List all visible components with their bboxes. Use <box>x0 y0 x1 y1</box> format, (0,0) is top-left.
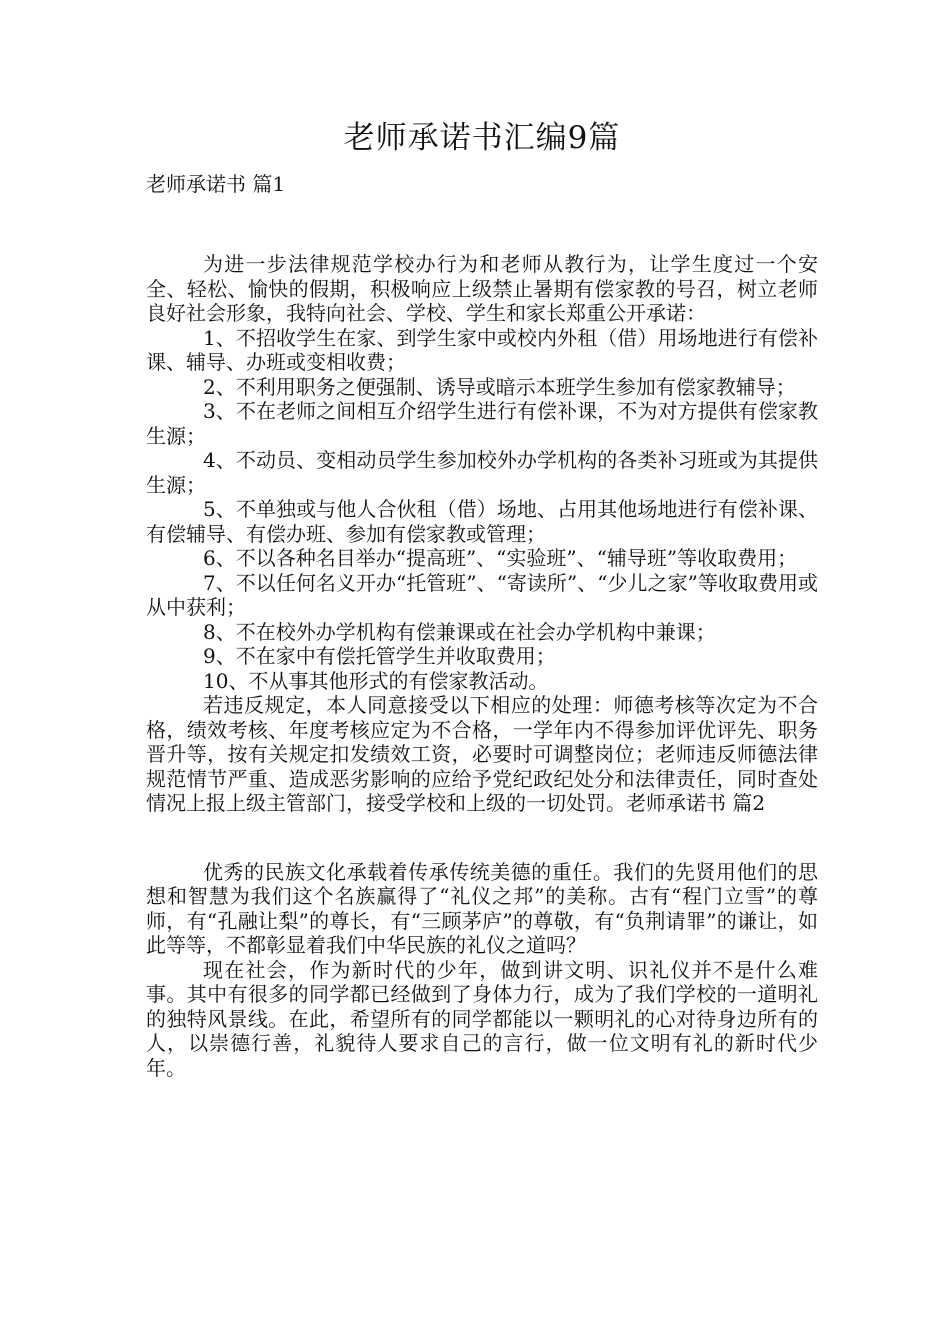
commitment-item-3: 3、不在老师之间相互介绍学生进行有偿补课，不为对方提供有偿家教生源； <box>146 399 818 448</box>
section-2-spacer <box>146 816 818 860</box>
commitment-item-4: 4、不动员、变相动员学生参加校外办学机构的各类补习班或为其提供生源； <box>146 448 818 497</box>
section-2-paragraph-1: 优秀的民族文化承载着传承传统美德的重任。我们的先贤用他们的思想和智慧为我们这个名族赢得了“礼仪之邦”的美称。古有“程门立雪”的尊师，有“孔融让梨”的尊长，有“三顾茅庐”的尊敬，有“负荆请罪”的谦让，如此等等，不都彰显着我们中华民族的礼仪之道吗？ <box>146 859 818 957</box>
commitment-item-2: 2、不利用职务之便强制、诱导或暗示本班学生参加有偿家教辅导； <box>203 374 796 399</box>
section-1-closing <box>146 693 818 816</box>
section-1-heading: 老师承诺书 篇1 <box>146 172 286 196</box>
document-title: 老师承诺书汇编9篇 <box>343 120 621 156</box>
section-2-heading: 老师承诺书 篇2 <box>626 791 766 815</box>
commitment-item-1: 1、不招收学生在家、到学生家中或校内外租（借）用场地进行有偿补课、辅导、办班或变相收费； <box>146 325 818 374</box>
commitment-item-9: 9、不在家中有偿托管学生并收取费用； <box>203 644 556 668</box>
commitment-item-5: 5、不单独或与他人合伙租（借）场地、占用其他场地进行有偿补课、有偿辅导、有偿办班、参加有偿家教或管理； <box>146 497 818 546</box>
commitment-item-6: 6、不以各种名目举办“提高班”、“实验班”、“辅导班”等收取费用； <box>203 546 798 570</box>
section-1-spacer <box>146 196 818 252</box>
commitment-item-7: 7、不以任何名义开办“托管班”、“寄读所”、“少儿之家”等收取费用或从中获利； <box>146 570 818 619</box>
commitment-item-8: 8、不在校外办学机构有偿兼课或在社会办学机构中兼课； <box>203 619 716 644</box>
section-1-intro: 为进一步法律规范学校办行为和老师从教行为，让学生度过一个安全、轻松、愉快的假期，积极响应上级禁止暑期有偿家教的号召，树立老师良好社会形象，我特向社会、学校、学生和家长郑重公开承诺： <box>146 252 818 325</box>
section-2-paragraph-2: 现在社会，作为新时代的少年，做到讲文明、识礼仪并不是什么难事。其中有很多的同学都已经做到了身体力行，成为了我们学校的一道明礼的独特风景线。在此，希望所有的同学都能以一颗明礼的心对待身边所有的人，以崇德行善，礼貌待人要求自己的言行，做一位文明有礼的新时代少年。 <box>146 957 818 1080</box>
section-1-closing-text: 若违反规定，本人同意接受以下相应的处理：师德考核等次定为不合格，绩效考核、年度考核应定为不合格，一学年内不得参加评优评先、职务晋升等，按有关规定扣发绩效工资，必要时可调整岗位；老师违反师德法律规范情节严重、造成恶劣影响的应给予党纪政纪处分和法律责任，同时查处情况上报上级主管部门，接受学校和上级的一切处罚。 <box>146 693 818 815</box>
document-page <box>146 118 818 1080</box>
commitment-item-10: 10、不从事其他形式的有偿家教活动。 <box>203 668 549 693</box>
